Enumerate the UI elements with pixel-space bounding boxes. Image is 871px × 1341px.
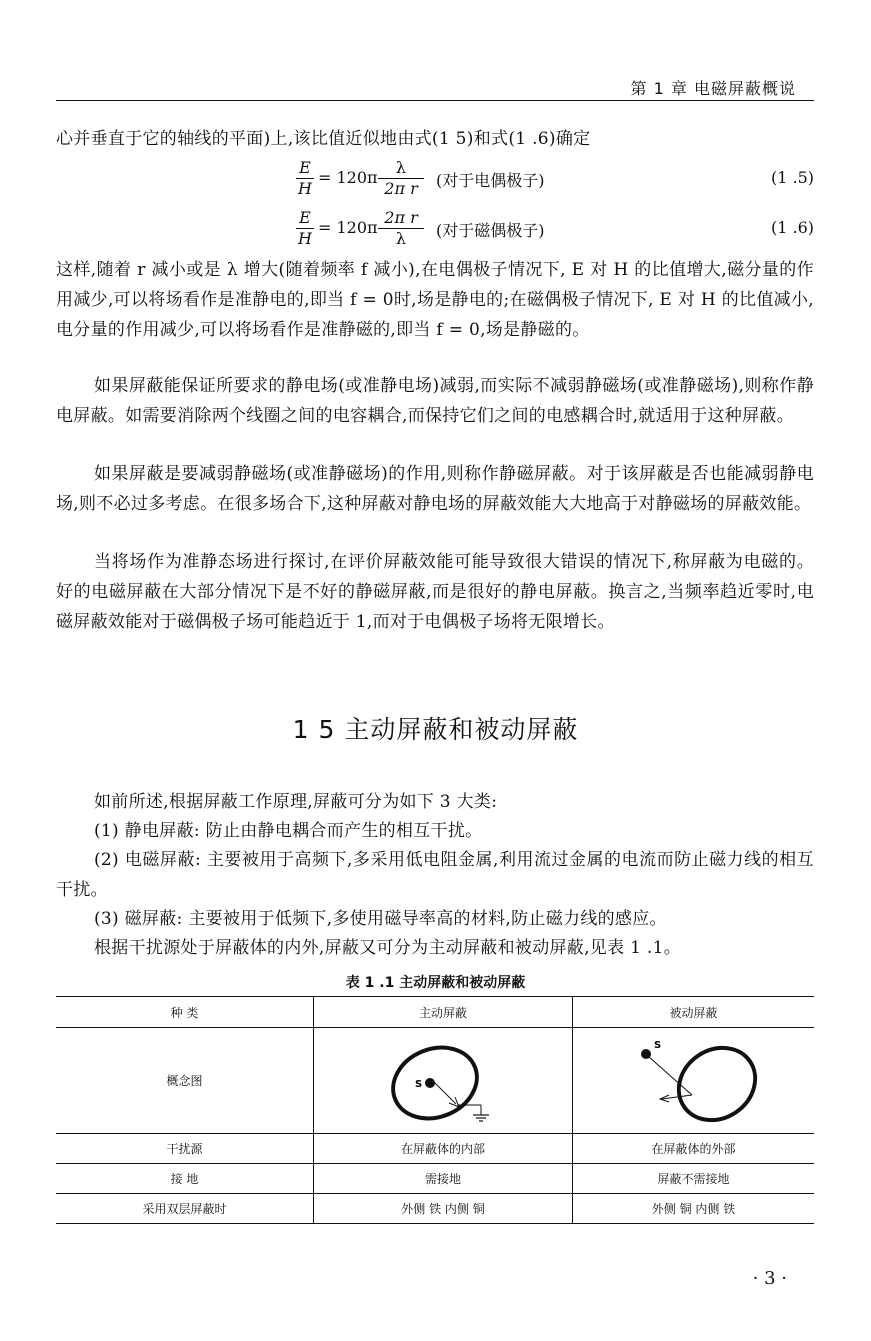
eq-rhs-den: λ [395,229,407,248]
table-cell: 屏蔽不需接地 [573,1164,815,1194]
eq-rhs-num: 2π r [378,208,424,229]
table-row [56,1194,814,1224]
source-label: S [653,1040,661,1051]
table-cell: 需接地 [314,1164,573,1194]
table-cell: 概念图 [166,1074,203,1088]
section-title: 1 5 主动屏蔽和被动屏蔽 [292,715,579,744]
table-row [56,1028,814,1134]
active-shield-diagram [373,1029,513,1129]
table-cell: 干扰源 [166,1142,203,1156]
list-item-2: (2) 电磁屏蔽: 主要被用于高频下,多采用低电阻金属,利用流过金属的电流而防止磁力线的相互干扰。 [56,850,814,900]
equation-1-6 [56,208,814,252]
table-cell: 接 地 [170,1172,199,1186]
active-shield-diagram-cell [314,1028,573,1134]
table-header-row [56,997,814,1028]
paragraph-3: 如果屏蔽是要减弱静磁场(或准静磁场)的作用,则称作静磁屏蔽。对于该屏蔽是否也能减弱静电场,则不必过多考虑。在很多场合下,这种屏蔽对静电场的屏蔽效能大大地高于对静磁场的屏蔽效能。 [56,464,814,514]
shield-comparison-table [56,996,814,1224]
passive-shield-diagram [614,1029,774,1129]
table-cell: 外侧 铜 内侧 铁 [573,1194,815,1224]
paragraph-0: 心并垂直于它的轴线的平面)上,该比值近似地由式(1 5)和式(1 .6)确定 [56,129,591,149]
table-cell: 在屏蔽体的外部 [573,1134,815,1164]
table-caption: 表 1 .1 主动屏蔽和被动屏蔽 [345,975,526,991]
eq-mid: = 120π [318,168,378,187]
paragraph-4: 当将场作为准静态场进行探讨,在评价屏蔽效能可能导致很大错误的情况下,称屏蔽为电磁的。好的电磁屏蔽在大部分情况下是不好的静磁屏蔽,而是很好的静电屏蔽。换言之,当频率趋近零时,电磁屏蔽效能对于磁偶极子场可能趋近于 1,而对于电偶极子场将无限增长。 [56,552,814,632]
table-cell: 外侧 铁 内侧 铜 [314,1194,573,1224]
eq-lhs-num: E [296,158,314,179]
eq-rhs-den: 2π r [384,179,418,198]
paragraph-1: 这样,随着 r 减小或是 λ 增大(随着频率 f 减小),在电偶极子情况下, E 对 H 的比值增大,磁分量的作用减少,可以将场看作是准静电的,即当 f = 0时,场是静电的;在磁偶极子情况下, E 对 H 的比值减小,电分量的作用减少,可以将场看作是准静磁的,即当 f = 0,场是静磁的。 [56,260,814,340]
shield-ellipse [382,1035,487,1129]
table-cell: 采用双层屏蔽时 [142,1202,227,1216]
eq-note: (对于电偶极子) [436,171,545,190]
passive-shield-diagram-cell [573,1028,815,1134]
eq-rhs-fraction [378,158,424,199]
field-line [649,1057,692,1095]
eq-lhs-den: H [298,179,312,198]
eq-note: (对于磁偶极子) [436,221,545,240]
paragraph-5: 如前所述,根据屏蔽工作原理,屏蔽可分为如下 3 大类: [94,792,498,812]
page-number: · 3 · [752,1268,787,1289]
list-item-3: (3) 磁屏蔽: 主要被用于低频下,多使用磁导率高的材料,防止磁力线的感应。 [94,909,667,929]
table-cell: 在屏蔽体的内部 [314,1134,573,1164]
eq-lhs-den: H [298,229,312,248]
eq-lhs-fraction [296,208,314,249]
eq-mid: = 120π [318,218,378,237]
shield-ellipse [664,1033,769,1129]
eq-lhs-num: E [296,208,314,229]
eq-lhs-fraction [296,158,314,199]
paragraph-2: 如果屏蔽能保证所要求的静电场(或准静电场)减弱,而实际不减弱静磁场(或准静磁场),则称作静电屏蔽。如需要消除两个线圈之间的电容耦合,而保持它们之间的电感耦合时,就适用于这种屏蔽。 [56,376,814,426]
equation-1-5 [56,158,814,202]
column-header: 主动屏蔽 [314,997,573,1028]
source-dot [425,1078,435,1088]
eq-rhs-num: λ [378,158,424,179]
table-row [56,1134,814,1164]
paragraph-9: 根据干扰源处于屏蔽体的内外,屏蔽又可分为主动屏蔽和被动屏蔽,见表 1 .1。 [94,938,682,958]
table-row [56,1164,814,1194]
eq-number: (1 .6) [770,218,814,237]
column-header: 被动屏蔽 [573,997,815,1028]
list-item-1: (1) 静电屏蔽: 防止由静电耦合而产生的相互干扰。 [94,821,483,841]
running-header [56,76,814,101]
eq-number: (1 .5) [770,168,814,187]
source-label: S [415,1079,423,1090]
eq-rhs-fraction [378,208,424,249]
chapter-title: 第 1 章 电磁屏蔽概说 [630,79,796,98]
column-header: 种 类 [170,1005,199,1020]
field-line [433,1081,456,1104]
